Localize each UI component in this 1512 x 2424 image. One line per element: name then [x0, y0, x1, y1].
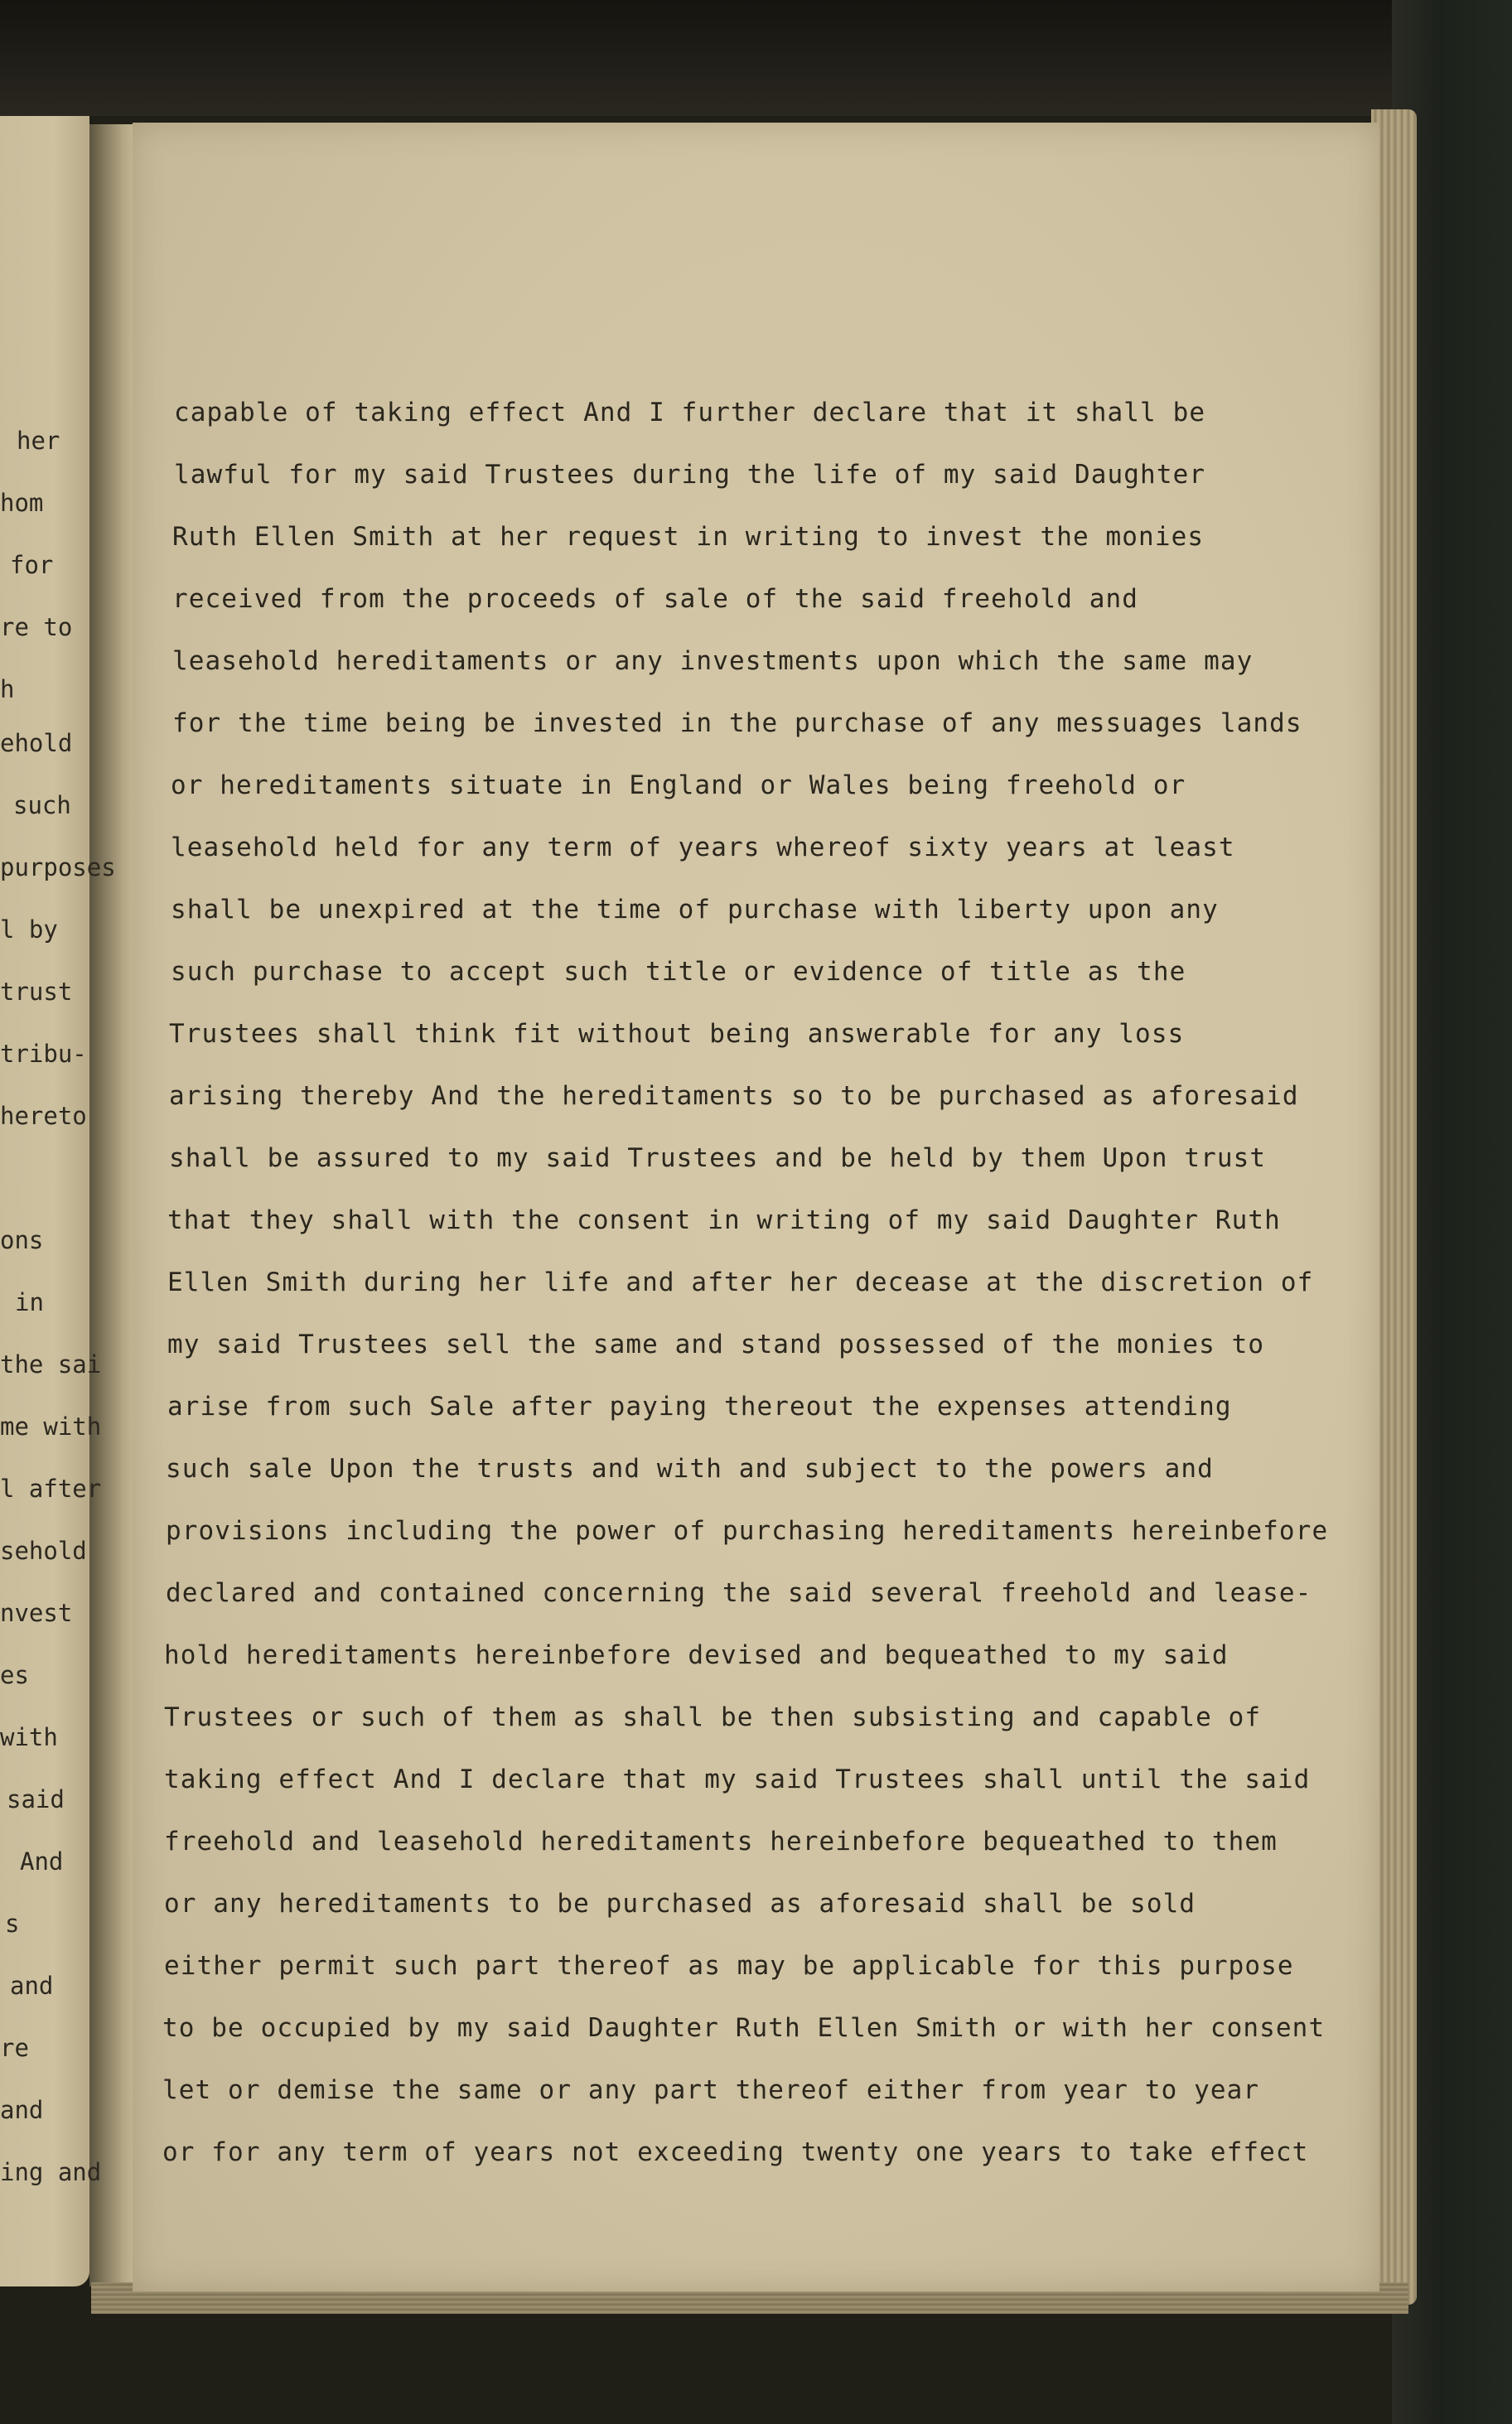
text-line: my said Trustees sell the same and stand possessed of the monies to [167, 1330, 1265, 1359]
left-page-fragment: ing and [0, 2158, 102, 2186]
left-page-fragment: ehold [0, 729, 73, 757]
left-page-fragment: ons [0, 1226, 44, 1254]
left-page-fragment: es [0, 1661, 29, 1689]
left-page-fragment: hom [0, 489, 44, 517]
text-line: such sale Upon the trusts and with and subject to the powers and [166, 1454, 1214, 1484]
left-page-fragment: and [10, 1972, 54, 2000]
text-line: shall be assured to my said Trustees and be held by them Upon trust [169, 1143, 1267, 1173]
left-page-fragment: and [0, 2096, 44, 2124]
left-page-fragment: in [15, 1288, 44, 1316]
text-line: to be occupied by my said Daughter Ruth Ellen Smith or with her consent [162, 2013, 1326, 2043]
left-page-fragment: re [0, 2034, 29, 2062]
left-page-fragment: purposes [0, 853, 116, 881]
text-line: capable of taking effect And I further declare that it shall be [174, 398, 1206, 427]
text-line: leasehold hereditaments or any investments upon which the same may [172, 646, 1254, 676]
text-line: received from the proceeds of sale of the said freehold and [172, 584, 1139, 614]
page-gutter [89, 124, 138, 2286]
left-page-fragment: hereto [0, 1102, 87, 1130]
text-line: declared and contained concerning the said several freehold and lease- [166, 1578, 1312, 1608]
text-line: hold hereditaments hereinbefore devised and bequeathed to my said [164, 1640, 1229, 1670]
text-line: Ellen Smith during her life and after her decease at the discretion of [167, 1268, 1314, 1297]
left-page-fragment: s [5, 1910, 20, 1938]
text-line: for the time being be invested in the purchase of any messuages lands [172, 708, 1302, 738]
left-page-fragment: trust [0, 978, 73, 1006]
left-page-fragment: h [0, 675, 15, 703]
left-page-fragment: with [0, 1723, 58, 1751]
text-line: leasehold held for any term of years whereof sixty years at least [171, 833, 1235, 862]
text-line: or any hereditaments to be purchased as aforesaid shall be sold [164, 1889, 1196, 1919]
left-page-fragment: such [13, 791, 71, 819]
left-page-fragment: for [10, 551, 54, 579]
left-page-fragment: me with [0, 1412, 102, 1441]
text-line: either permit such part thereof as may be applicable for this purpose [164, 1951, 1294, 1981]
text-line: that they shall with the consent in writing of my said Daughter Ruth [167, 1205, 1281, 1235]
left-page-fragment: sehold [0, 1537, 87, 1565]
left-page-fragment: And [20, 1847, 64, 1876]
left-page-fragment: tribu- [0, 1040, 87, 1068]
left-page-fragment: nvest [0, 1599, 73, 1627]
text-line: arise from such Sale after paying thereout the expenses attending [167, 1392, 1232, 1422]
text-line: such purchase to accept such title or evidence of title as the [171, 957, 1186, 987]
left-page-fragment: l after [0, 1475, 102, 1503]
text-line: Trustees or such of them as shall be then subsisting and capable of [164, 1702, 1262, 1732]
text-line: arising thereby And the hereditaments so to be purchased as aforesaid [169, 1081, 1299, 1111]
text-line: freehold and leasehold hereditaments hereinbefore bequeathed to them [164, 1827, 1278, 1857]
text-line: Trustees shall think fit without being answerable for any loss [169, 1019, 1185, 1049]
left-page-fragment: l by [0, 915, 58, 944]
text-line: or for any term of years not exceeding twenty one years to take effect [162, 2137, 1309, 2167]
text-line: lawful for my said Trustees during the life of my said Daughter [174, 460, 1206, 490]
text-line: let or demise the same or any part thereof either from year to year [162, 2075, 1260, 2105]
text-line: shall be unexpired at the time of purchase with liberty upon any [171, 895, 1219, 925]
left-page-fragment: her [17, 427, 60, 455]
top-shadow [0, 0, 1512, 116]
text-line: or hereditaments situate in England or Wales being freehold or [171, 770, 1186, 800]
text-line: taking effect And I declare that my said Trustees shall until the said [164, 1765, 1311, 1794]
text-line: provisions including the power of purchasing hereditaments hereinbefore [166, 1516, 1329, 1546]
left-page-fragment: re to [0, 613, 73, 641]
left-page-fragment: the sai [0, 1350, 102, 1379]
left-page-fragment: said [7, 1785, 65, 1813]
text-line: Ruth Ellen Smith at her request in writing to invest the monies [172, 522, 1205, 552]
